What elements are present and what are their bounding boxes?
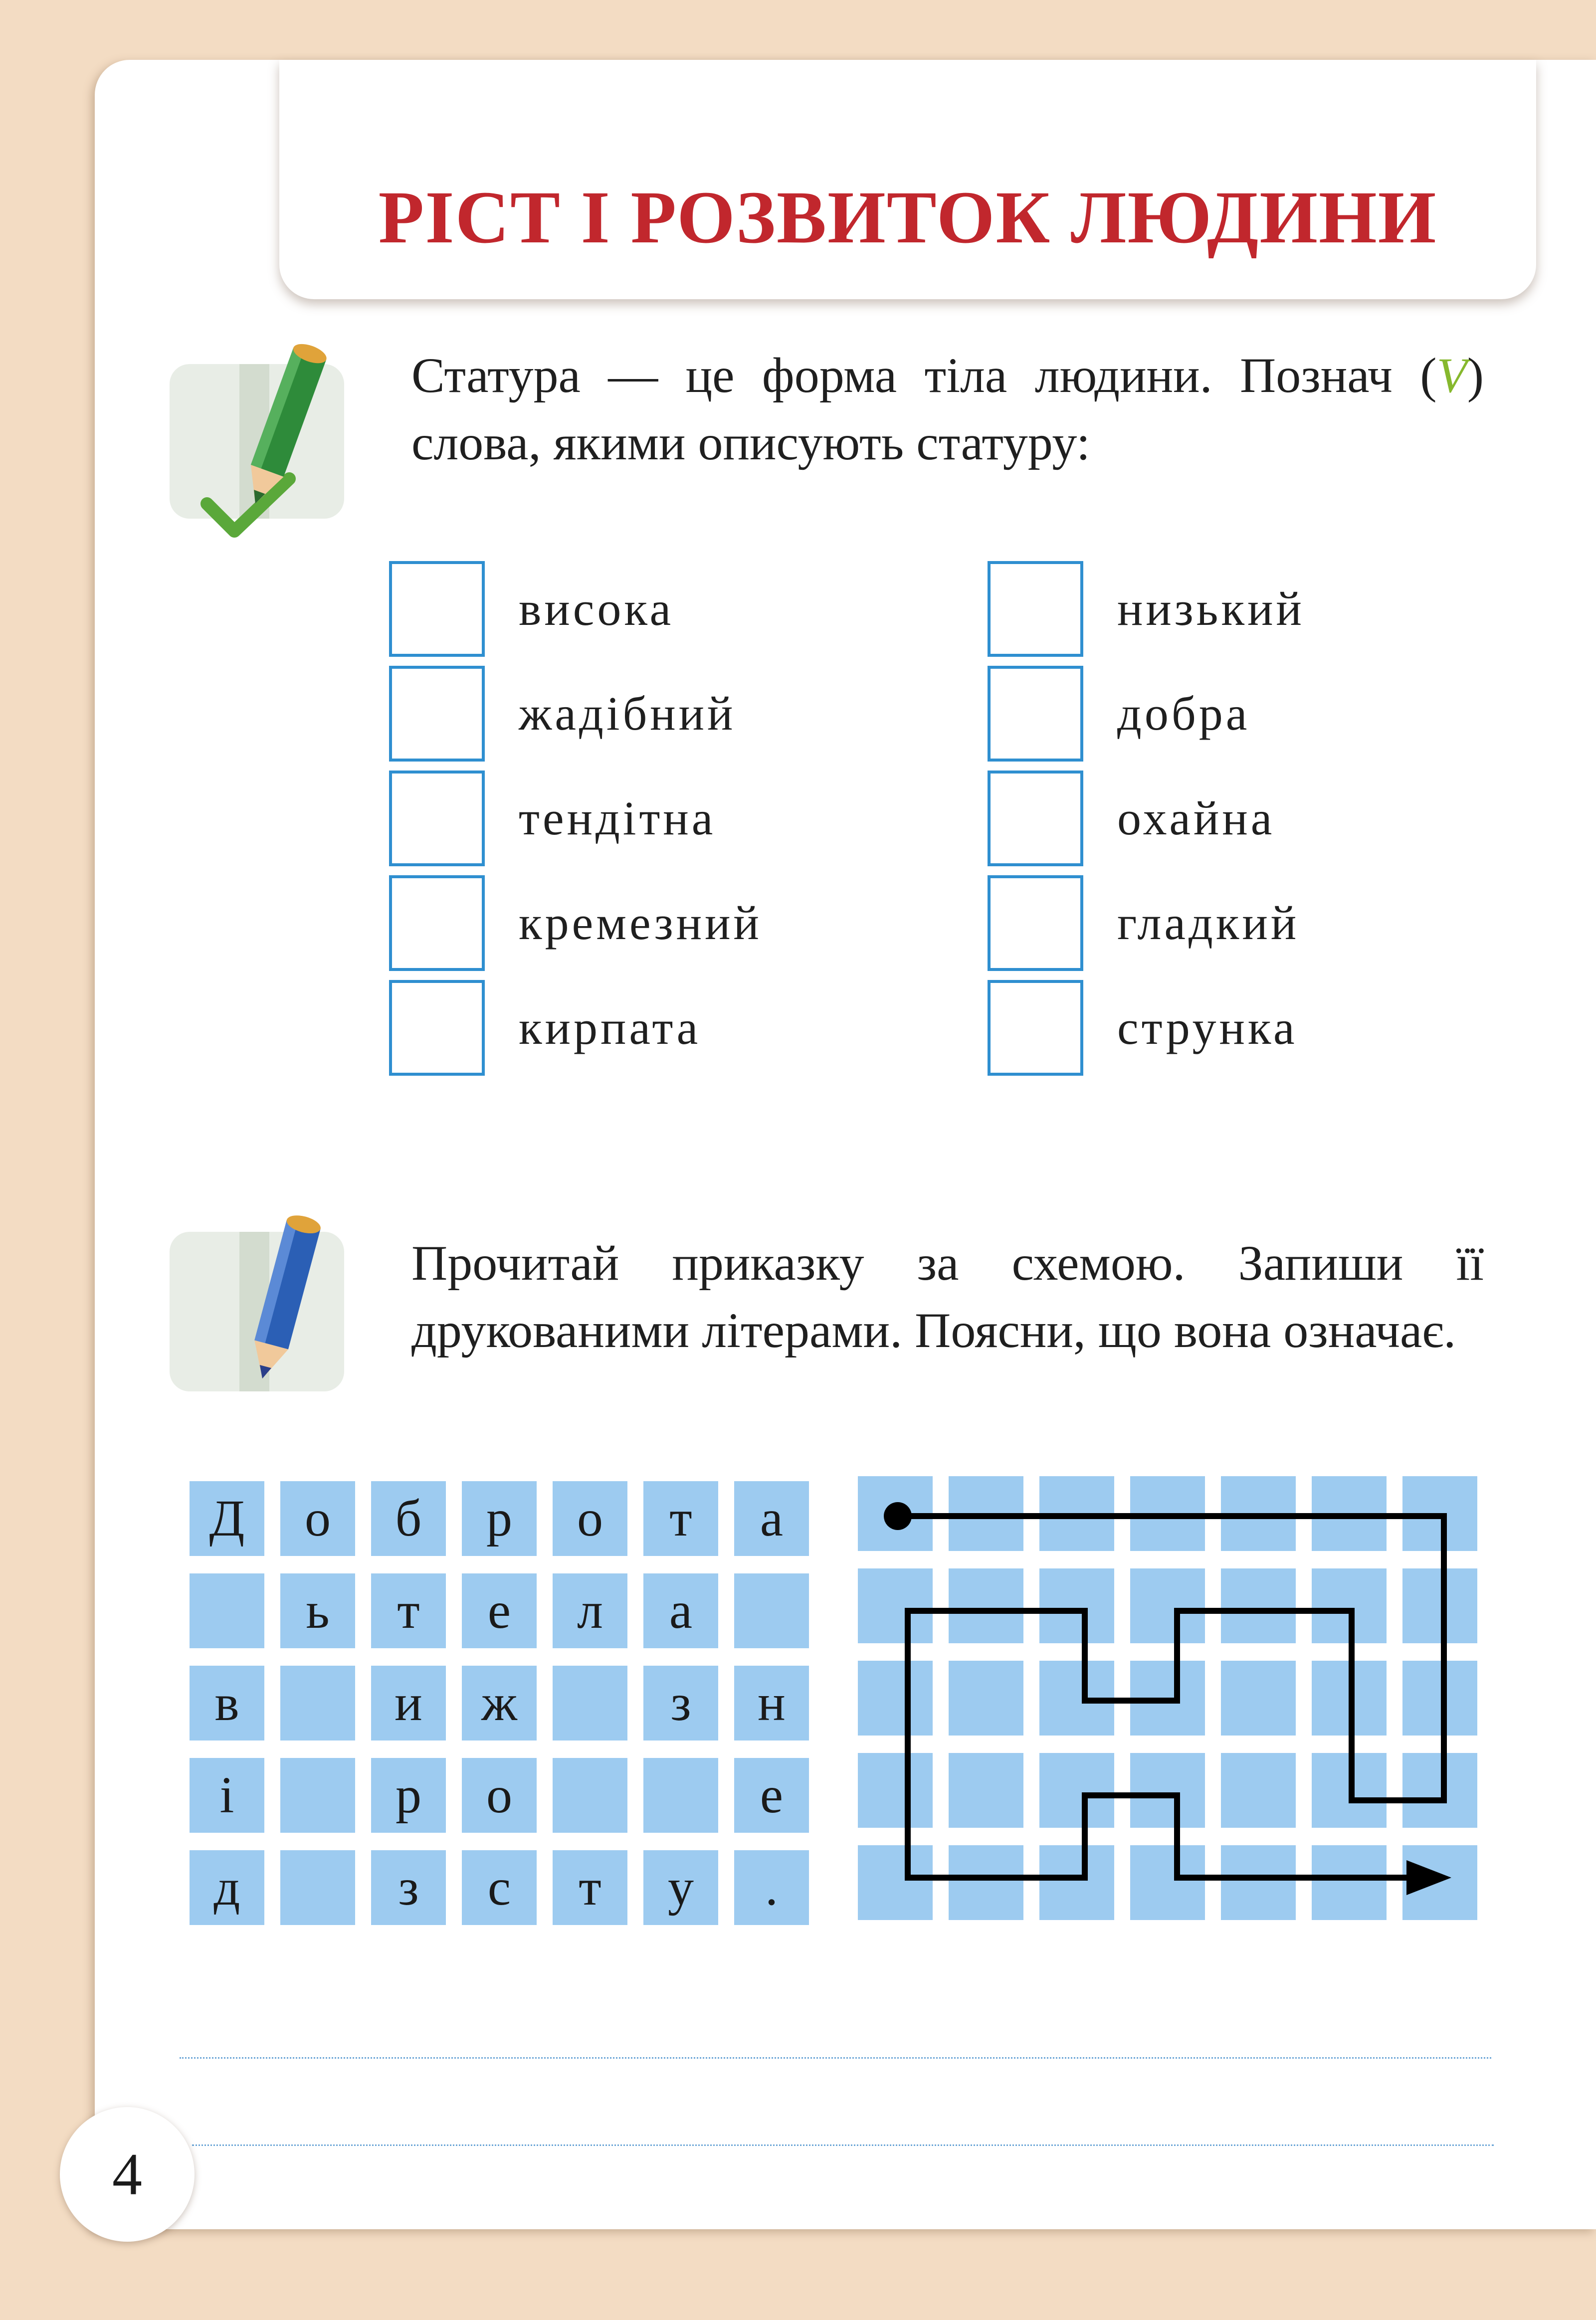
word-label: добра xyxy=(1117,687,1250,740)
path-end-arrowhead xyxy=(1406,1860,1451,1895)
letter-cell: з xyxy=(371,1850,446,1925)
letter-cell: з xyxy=(643,1666,718,1740)
checkbox[interactable] xyxy=(389,666,485,762)
letter-cell: е xyxy=(462,1573,537,1648)
letter-cell: ж xyxy=(462,1666,537,1740)
answer-line[interactable] xyxy=(180,2057,1491,2059)
word-label: висока xyxy=(519,582,674,635)
page-number: 4 xyxy=(60,2107,195,2242)
letter-cell: л xyxy=(553,1573,627,1648)
path-start-dot xyxy=(884,1502,912,1530)
title-banner xyxy=(279,60,1536,299)
answer-line[interactable] xyxy=(192,2144,1494,2146)
checkbox[interactable] xyxy=(389,561,485,657)
letter-cell: р xyxy=(371,1758,446,1833)
letter-cell: д xyxy=(190,1850,264,1925)
letter-cell: р xyxy=(462,1481,537,1556)
letter-cell: у xyxy=(643,1850,718,1925)
letter-cell: . xyxy=(734,1850,809,1925)
letter-cell xyxy=(553,1758,627,1833)
letter-cell xyxy=(734,1573,809,1648)
checkbox[interactable] xyxy=(988,561,1083,657)
letter-cell: в xyxy=(190,1666,264,1740)
letter-cell: ь xyxy=(280,1573,355,1648)
letter-cell: о xyxy=(280,1481,355,1556)
letter-cell: т xyxy=(643,1481,718,1556)
checkbox[interactable] xyxy=(988,980,1083,1076)
green-pencil-check-icon xyxy=(165,339,364,539)
letter-cell: о xyxy=(462,1758,537,1833)
checkbox[interactable] xyxy=(389,980,485,1076)
task2-instruction: Прочитай приказку за схемою. Запиши її друкованими літерами. Поясни, що вона означає. xyxy=(411,1235,1484,1358)
blue-pencil-icon xyxy=(165,1212,364,1411)
letter-cell xyxy=(190,1573,264,1648)
letter-cell xyxy=(280,1666,355,1740)
letter-cell xyxy=(280,1758,355,1833)
letter-cell xyxy=(643,1758,718,1833)
check-mark-symbol: V xyxy=(1436,348,1467,403)
word-label: тендітна xyxy=(519,791,716,845)
letter-cell: б xyxy=(371,1481,446,1556)
word-label: кремезний xyxy=(519,896,762,950)
letter-cell: Д xyxy=(190,1481,264,1556)
letter-cell: е xyxy=(734,1758,809,1833)
word-label: гладкий xyxy=(1117,896,1300,950)
word-label: струнка xyxy=(1117,1001,1298,1054)
checkbox[interactable] xyxy=(389,771,485,866)
letter-cell xyxy=(553,1666,627,1740)
checkbox[interactable] xyxy=(988,666,1083,762)
letter-cell: о xyxy=(553,1481,627,1556)
checkbox[interactable] xyxy=(988,875,1083,971)
letter-grid xyxy=(190,1481,808,1930)
checkbox[interactable] xyxy=(389,875,485,971)
checkbox[interactable] xyxy=(988,771,1083,866)
letter-cell xyxy=(280,1850,355,1925)
word-label: жадібний xyxy=(519,687,736,740)
word-label: кирпата xyxy=(519,1001,701,1054)
letter-cell: и xyxy=(371,1666,446,1740)
path-scheme xyxy=(858,1476,1486,1925)
letter-cell: а xyxy=(734,1481,809,1556)
word-label: охайна xyxy=(1117,791,1275,845)
letter-cell: і xyxy=(190,1758,264,1833)
letter-cell: с xyxy=(462,1850,537,1925)
letter-cell: н xyxy=(734,1666,809,1740)
word-label: низький xyxy=(1117,582,1305,635)
letter-cell: а xyxy=(643,1573,718,1648)
letter-cell: т xyxy=(553,1850,627,1925)
page-title: РІСТ І РОЗВИТОК ЛЮДИНИ xyxy=(378,176,1437,259)
path-arrow-line xyxy=(858,1476,1486,1925)
task1-instruction: Статура — це форма тіла людини. Познач (V) слова, якими описують статуру: xyxy=(411,348,1484,470)
letter-cell: т xyxy=(371,1573,446,1648)
